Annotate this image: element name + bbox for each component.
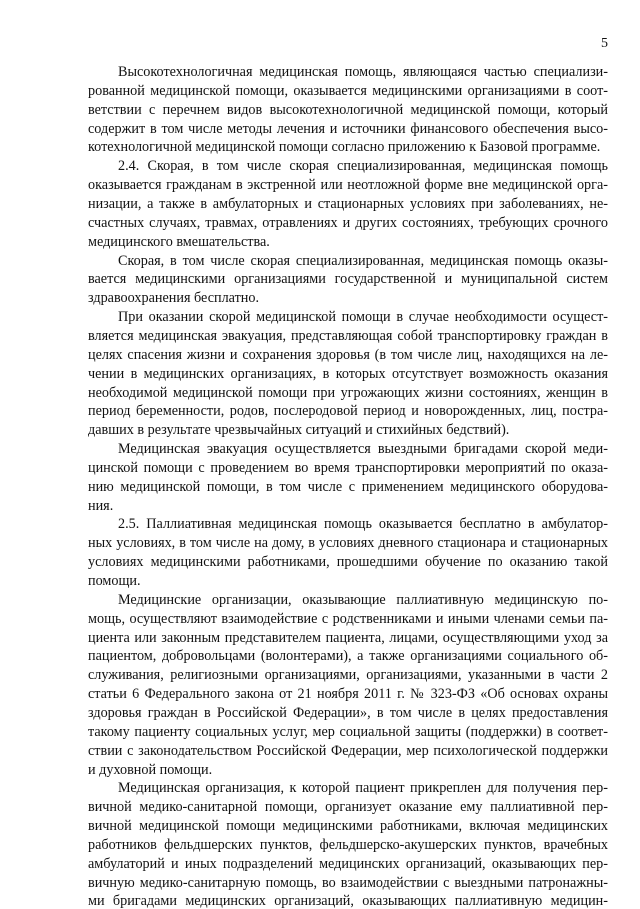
text-line: амбулаторий и иных подразделений медицинских организаций, оказывающих пер- — [88, 855, 608, 872]
text-line: Медицинские организации, оказывающие паллиативную медицинскую по- — [118, 591, 608, 608]
text-line: давших в результате чрезвычайных ситуаций и стихийных бедствий). — [88, 422, 510, 439]
text-line: необходимой медицинской помощи при угрожающих жизни состояниях, женщин в — [88, 384, 608, 401]
text-line: пациентом, добровольцами (волонтерами), а также организациями социального об- — [88, 648, 608, 665]
text-line: условиях медицинскими работниками, прошедшими обучение по оказанию такой — [88, 554, 608, 571]
text-line: такому пациенту социальных услуг, мер социальной защиты (поддержки) в соответ- — [88, 723, 608, 740]
text-line: ния. — [88, 497, 114, 514]
text-line: оказывается гражданам в экстренной или неотложной форме вне медицинской орга- — [88, 177, 608, 194]
text-line: помощи. — [88, 573, 141, 589]
text-line: цинской помощи с проведением во время транспортировки мероприятий по оказа- — [88, 459, 608, 476]
text-line: Медицинская организация, к которой пациент прикреплен для получения пер- — [118, 780, 608, 797]
text-line: 2.4. Скорая, в том числе скорая специализированная, медицинская помощь — [118, 158, 608, 175]
text-line: вичную медико-санитарную помощь, во взаимодействии с выездными патронажны- — [88, 874, 608, 891]
text-line: вляется медицинская эвакуация, представляющая собой транспортировку граждан в — [88, 327, 608, 344]
text-line: целях спасения жизни и сохранения здоровья (в том числе лиц, находящихся на ле- — [88, 346, 608, 363]
text-line: медицинского вмешательства. — [88, 233, 270, 250]
text-line: здравоохранения бесплатно. — [88, 290, 260, 307]
page-number: 5 — [601, 36, 608, 51]
text-line: служивания, религиозными организациями, организациями, указанными в части 2 — [88, 667, 608, 684]
text-line: вичной медицинской помощи медицинскими работниками, включая медицинских — [88, 818, 608, 834]
text-line: чении в медицинских организациях, в которых отсутствует возможность оказания — [88, 365, 608, 382]
text-line: вается медицинскими организациями государственной и муниципальной систем — [88, 271, 608, 288]
text-line: нию медицинской помощи, в том числе с применением медицинского оборудова- — [88, 478, 608, 495]
text-line: 2.5. Паллиативная медицинская помощь оказывается бесплатно в амбулатор- — [118, 516, 608, 533]
text-line: счастных случаях, травмах, отравлениях и других состояниях, требующих срочного — [88, 214, 608, 231]
text-line: статьи 6 Федерального закона от 21 ноября 2011 г. № 323-ФЗ «Об основах охраны — [88, 686, 608, 703]
text-line: ветствии с перечнем видов высокотехнологичной медицинской помощи, который — [88, 101, 608, 118]
text-line: работников фельдшерских пунктов, фельдшерско-акушерских пунктов, врачебных — [88, 836, 608, 853]
text-line: содержит в том числе методы лечения и источники финансового обеспечения высо- — [88, 120, 608, 137]
text-line: ми бригадами медицинских организаций, оказывающих паллиативную медицин- — [88, 893, 608, 909]
text-line: Скорая, в том числе скорая специализированная, медицинская помощь оказы- — [118, 252, 608, 269]
text-line: рованной медицинской помощи, оказывается медицинскими организациями в соот- — [88, 82, 608, 99]
text-line: и духовной помощи. — [88, 761, 213, 778]
text-line: ных условиях, в том числе на дому, в условиях дневного стационара и стационарных — [88, 535, 608, 552]
text-line: котехнологичной медицинской помощи согласно приложению к Базовой программе. — [88, 139, 601, 156]
text-line: При оказании скорой медицинской помощи в случае необходимости осущест- — [118, 309, 608, 326]
text-line: низации, а также в амбулаторных и стационарных условиях при заболеваниях, не- — [88, 196, 608, 212]
text-line: циента или законным представителем пациента, лицами, осуществляющими уход за — [88, 629, 608, 646]
text-line: вичной медико-санитарной помощи, организует оказание ему паллиативной пер- — [88, 799, 608, 816]
text-line: ствии с законодательством Российской Федерации, мер психологической поддержки — [88, 742, 608, 759]
text-line: Медицинская эвакуация осуществляется выездными бригадами скорой меди- — [118, 441, 608, 457]
text-line: мощь, осуществляют взаимодействие с родственниками и иными членами семьи па- — [88, 610, 608, 627]
text-line: Высокотехнологичная медицинская помощь, являющаяся частью специализи- — [118, 64, 608, 80]
text-line: здоровья граждан в Российской Федерации», в том числе в целях предоставления — [88, 704, 608, 721]
text-line: период беременности, родов, послеродовой период и новорожденных, лиц, постра- — [88, 403, 608, 420]
